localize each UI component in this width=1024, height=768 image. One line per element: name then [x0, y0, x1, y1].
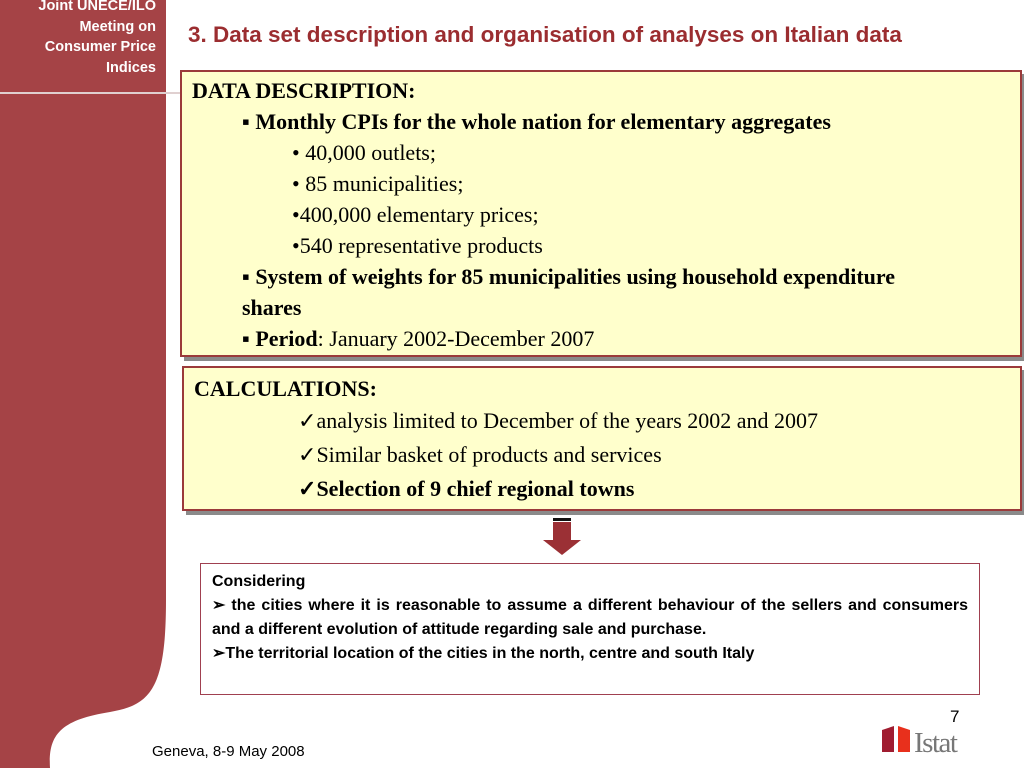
- heading: Considering: [212, 573, 306, 590]
- data-description-box: [180, 70, 1022, 357]
- event-line: Indices: [106, 59, 156, 76]
- period-value: : January 2002-December 2007: [317, 326, 595, 351]
- check-icon: ✓: [298, 442, 317, 467]
- footer-location-date: Geneva, 8-9 May 2008: [152, 743, 305, 760]
- bullet-text: Monthly CPIs for the whole nation for elementary aggregates: [255, 109, 831, 134]
- calc-item: Selection of 9 chief regional towns: [316, 476, 635, 501]
- arrow-bullet-icon: ➢: [212, 645, 226, 662]
- divider: [0, 92, 205, 94]
- considering-item: the cities where it is reasonable to assume a different behaviour of the sellers and consumers and a different evolution of attitude regarding sale and purchase.: [212, 597, 968, 638]
- check-icon: ✓: [298, 476, 317, 501]
- down-arrow-icon: [542, 518, 582, 556]
- check-icon: ✓: [298, 408, 317, 433]
- istat-logo: [880, 722, 980, 756]
- slide-title: 3. Data set description and organisation of analyses on Italian data: [188, 22, 902, 47]
- calculations-box: [182, 366, 1022, 511]
- sub-item: •540 representative products: [292, 233, 543, 258]
- page-number: 7: [950, 707, 960, 726]
- considering-box: [200, 563, 980, 695]
- sub-item: • 85 municipalities;: [292, 171, 464, 196]
- bullet-text: System of weights for 85 municipalities using household expenditure: [255, 264, 896, 289]
- square-bullet-icon: ▪: [242, 109, 256, 134]
- period-label: Period: [255, 326, 318, 351]
- heading: DATA DESCRIPTION:: [192, 78, 416, 103]
- calc-item: analysis limited to December of the years 2002 and 2007: [316, 408, 819, 433]
- sub-item: •400,000 elementary prices;: [292, 202, 539, 227]
- sidebar-shape: [0, 0, 210, 768]
- square-bullet-icon: ▪: [242, 264, 256, 289]
- event-line: Consumer Price: [44, 39, 156, 55]
- event-name: [0, 0, 156, 78]
- considering-item: The territorial location of the cities in the north, centre and south Italy: [225, 645, 755, 662]
- heading: CALCULATIONS:: [194, 376, 377, 401]
- event-line: Meeting on: [79, 18, 156, 35]
- calc-item: Similar basket of products and services: [316, 442, 662, 467]
- sub-item: • 40,000 outlets;: [292, 140, 436, 165]
- arrow-bullet-icon: ➢: [212, 597, 232, 614]
- svg-text:Istat: Istat: [914, 727, 957, 756]
- square-bullet-icon: ▪: [242, 326, 256, 351]
- bullet-text: shares: [242, 295, 302, 320]
- event-line: Joint UNECE/ILO: [38, 0, 156, 14]
